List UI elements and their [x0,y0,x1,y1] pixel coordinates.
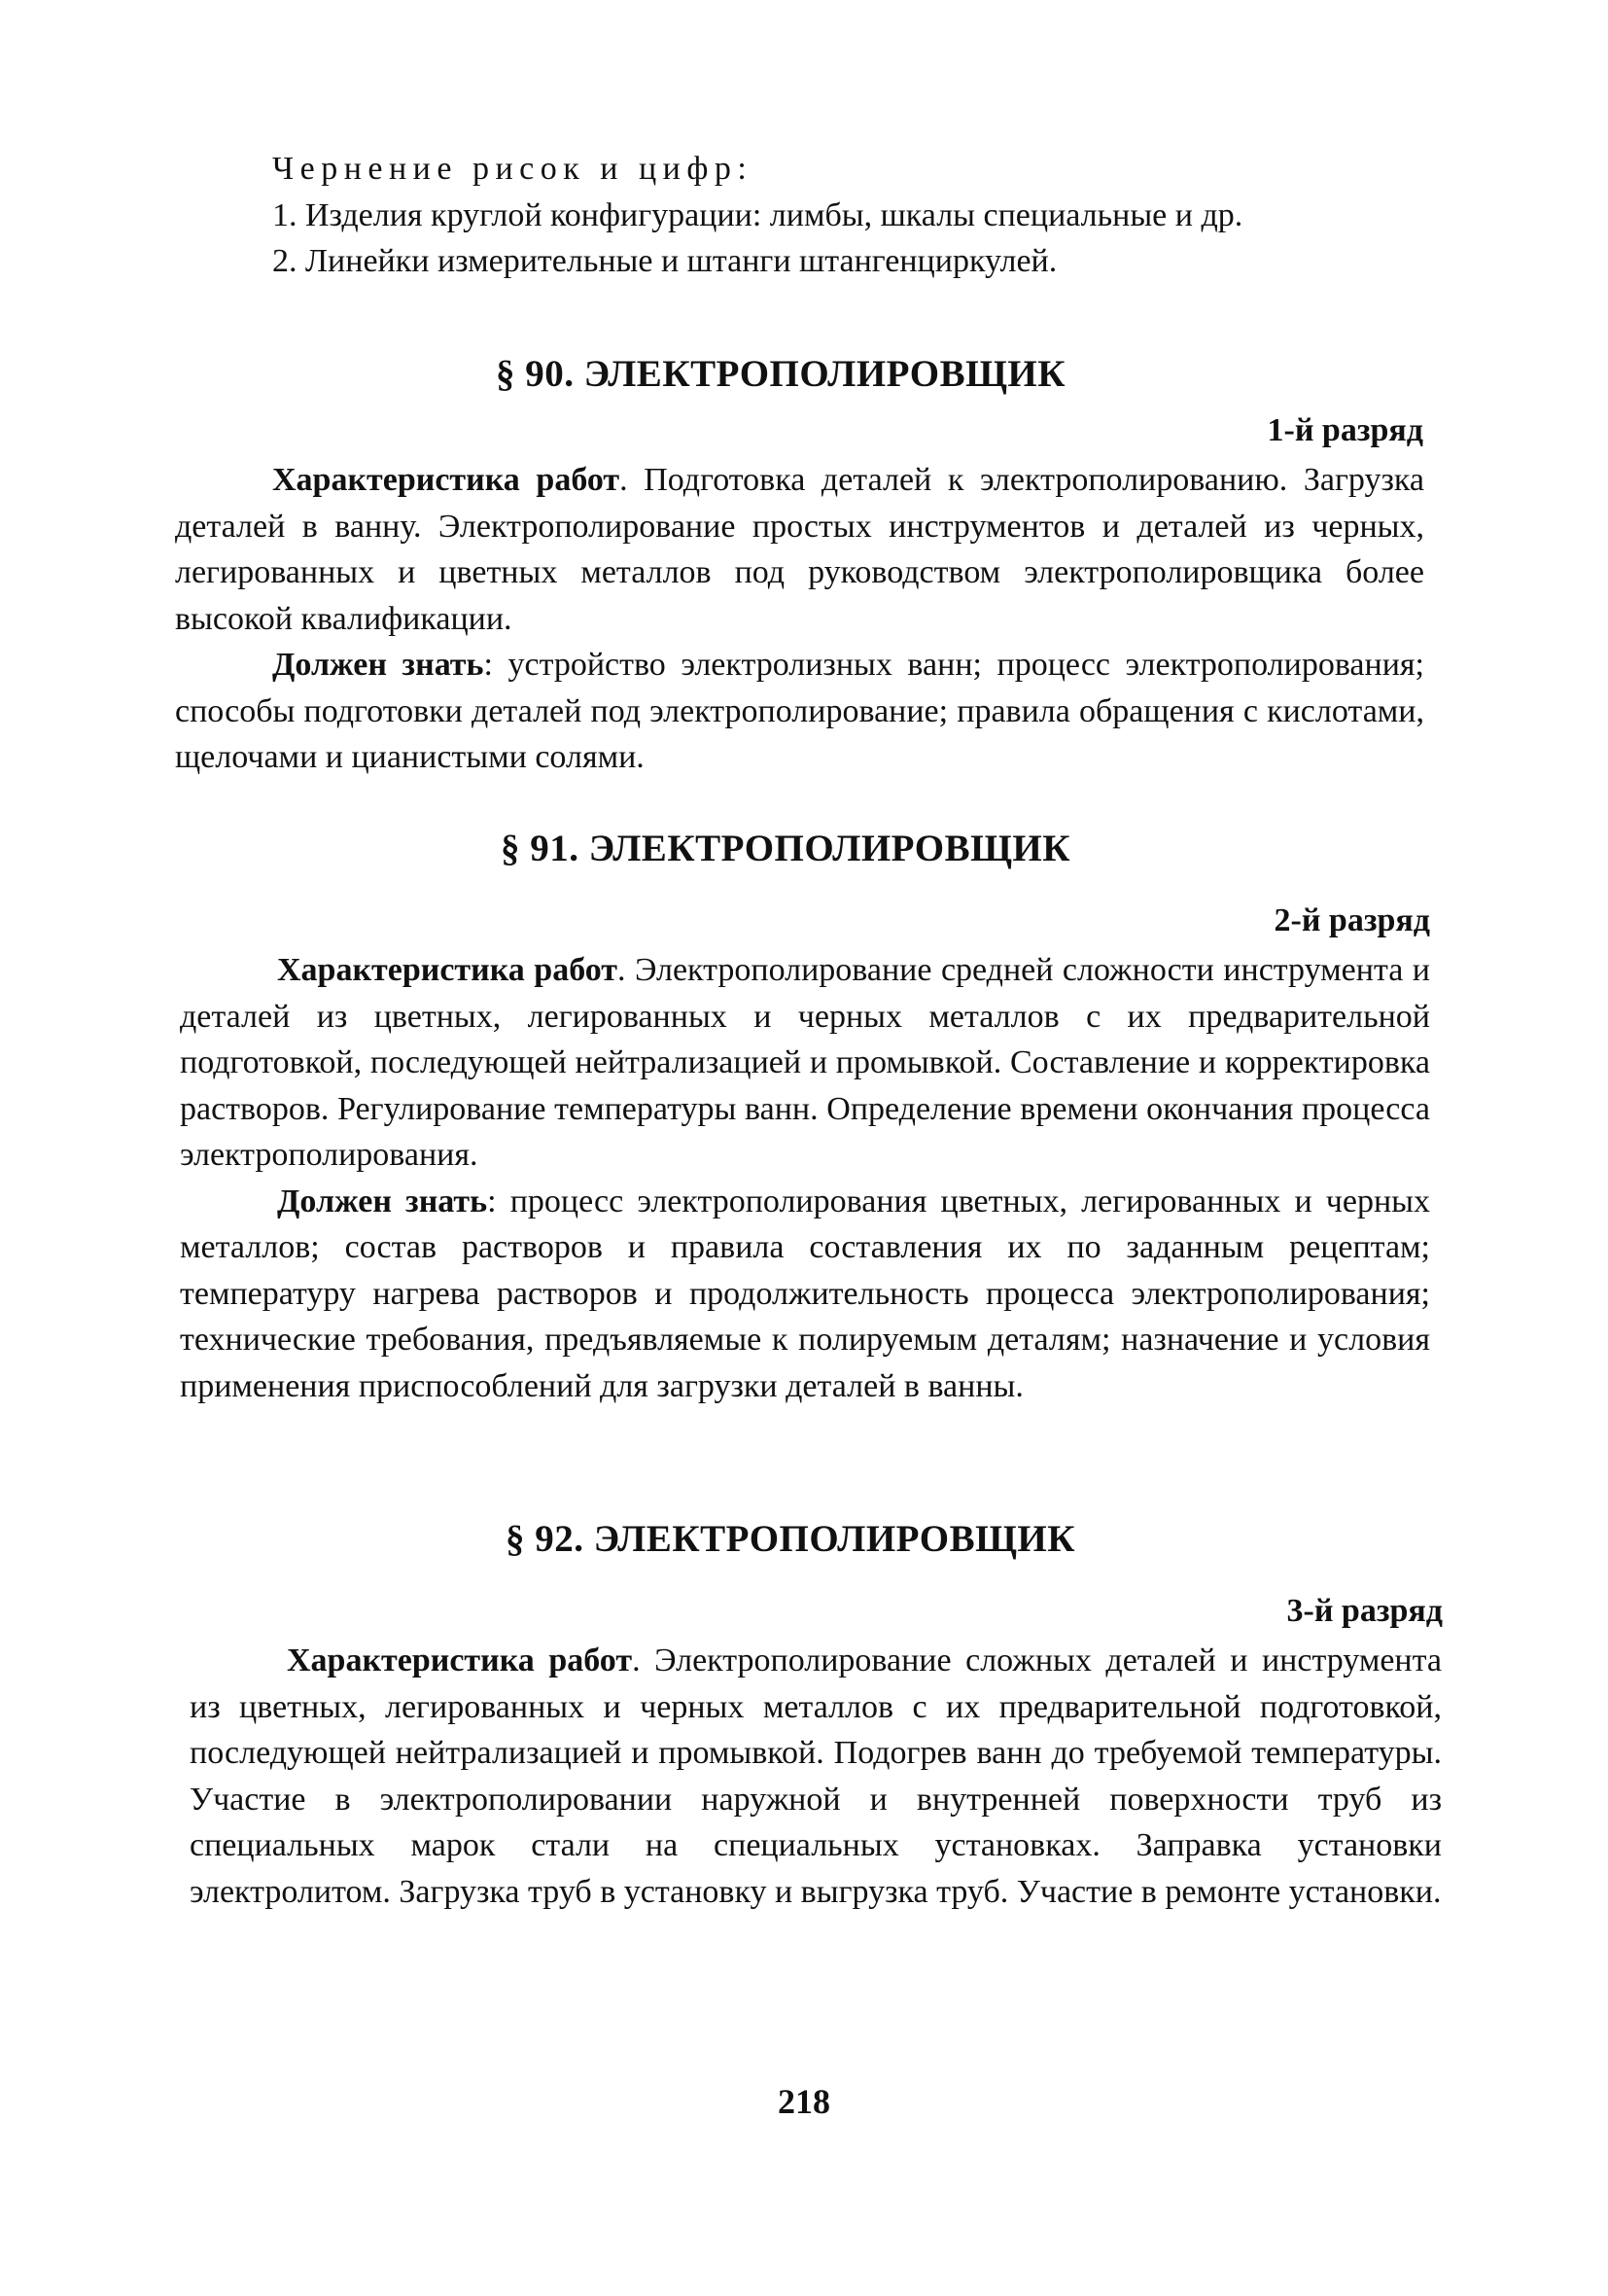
intro-item-2: 2. Линейки измерительные и штанги штангенциркулей. [272,243,1058,279]
knowledge-label: Должен знать [277,1183,488,1219]
intro-heading: Чернение рисок и цифр: [272,151,753,187]
section-90-title: § 90. ЭЛЕКТРОПОЛИРОВЩИК [496,353,1066,395]
section-91-grade: 2-й разряд [1274,902,1430,938]
section-91-knowledge [180,1179,1430,1410]
characteristics-label: Характеристика работ [272,462,620,498]
intro-item-1: 1. Изделия круглой конфигурации: лимбы, шкалы специальные и др. [272,196,1243,233]
intro-block [272,146,1410,285]
knowledge-text: : устройство электролизных ванн; процесс электрополирования; способы подготовки деталей под электрополирование; правила обращения с кислотами, щелочами и цианистыми солями. [175,647,1424,775]
section-90-grade: 1-й разряд [1267,412,1423,448]
characteristics-text: . Подготовка деталей к электрополированию. Загрузка деталей в ванну. Электрополирование простых инструментов и деталей из черных, легированных и цветных металлов под руководством электрополировщика более высокой квалификации. [175,462,1424,637]
section-92-title: § 92. ЭЛЕКТРОПОЛИРОВЩИК [506,1518,1076,1560]
section-92-characteristics [190,1638,1442,1915]
page-number: 218 [778,2082,830,2121]
section-92-body [190,1638,1442,1915]
section-90-body [175,457,1424,781]
knowledge-label: Должен знать [272,647,484,683]
characteristics-text: . Электрополирование средней сложности инструмента и деталей из цветных, легированных и черных металлов с их предварительной подготовкой, последующей нейтрализацией и промывкой. Составление и корректировка растворов. Регулирование температуры ванн. Определение времени окончания процесса электрополирования. [180,952,1431,1173]
characteristics-label: Характеристика работ [277,952,617,988]
section-92-grade: 3-й разряд [1286,1593,1443,1629]
section-91-body [180,947,1430,1409]
section-90-knowledge [175,642,1424,781]
section-91-characteristics [180,947,1430,1179]
knowledge-text: : процесс электрополирования цветных, легированных и черных металлов; состав растворов и правила составления их по заданным рецептам; температуру нагрева растворов и продолжительность процесса электрополирования; технические требования, предъявляемые к полируемым деталям; назначение и условия применения приспособлений для загрузки деталей в ванны. [180,1183,1431,1404]
characteristics-label: Характеристика работ [287,1643,633,1678]
section-91-title: § 91. ЭЛЕКТРОПОЛИРОВЩИК [501,828,1071,869]
section-90-characteristics [175,457,1424,642]
characteristics-text: . Электрополирование сложных деталей и инструмента из цветных, легированных и черных металлов с их предварительной подготовкой, последующей нейтрализацией и промывкой. Подогрев ванн до требуемой температуры. Участие в электрополировании наружной и внутренней поверхности труб из специальных марок стали на специальных установках. Заправка установки электролитом. Загрузка труб в установку и выгрузка труб. Участие в ремонте установки. [190,1643,1442,1910]
